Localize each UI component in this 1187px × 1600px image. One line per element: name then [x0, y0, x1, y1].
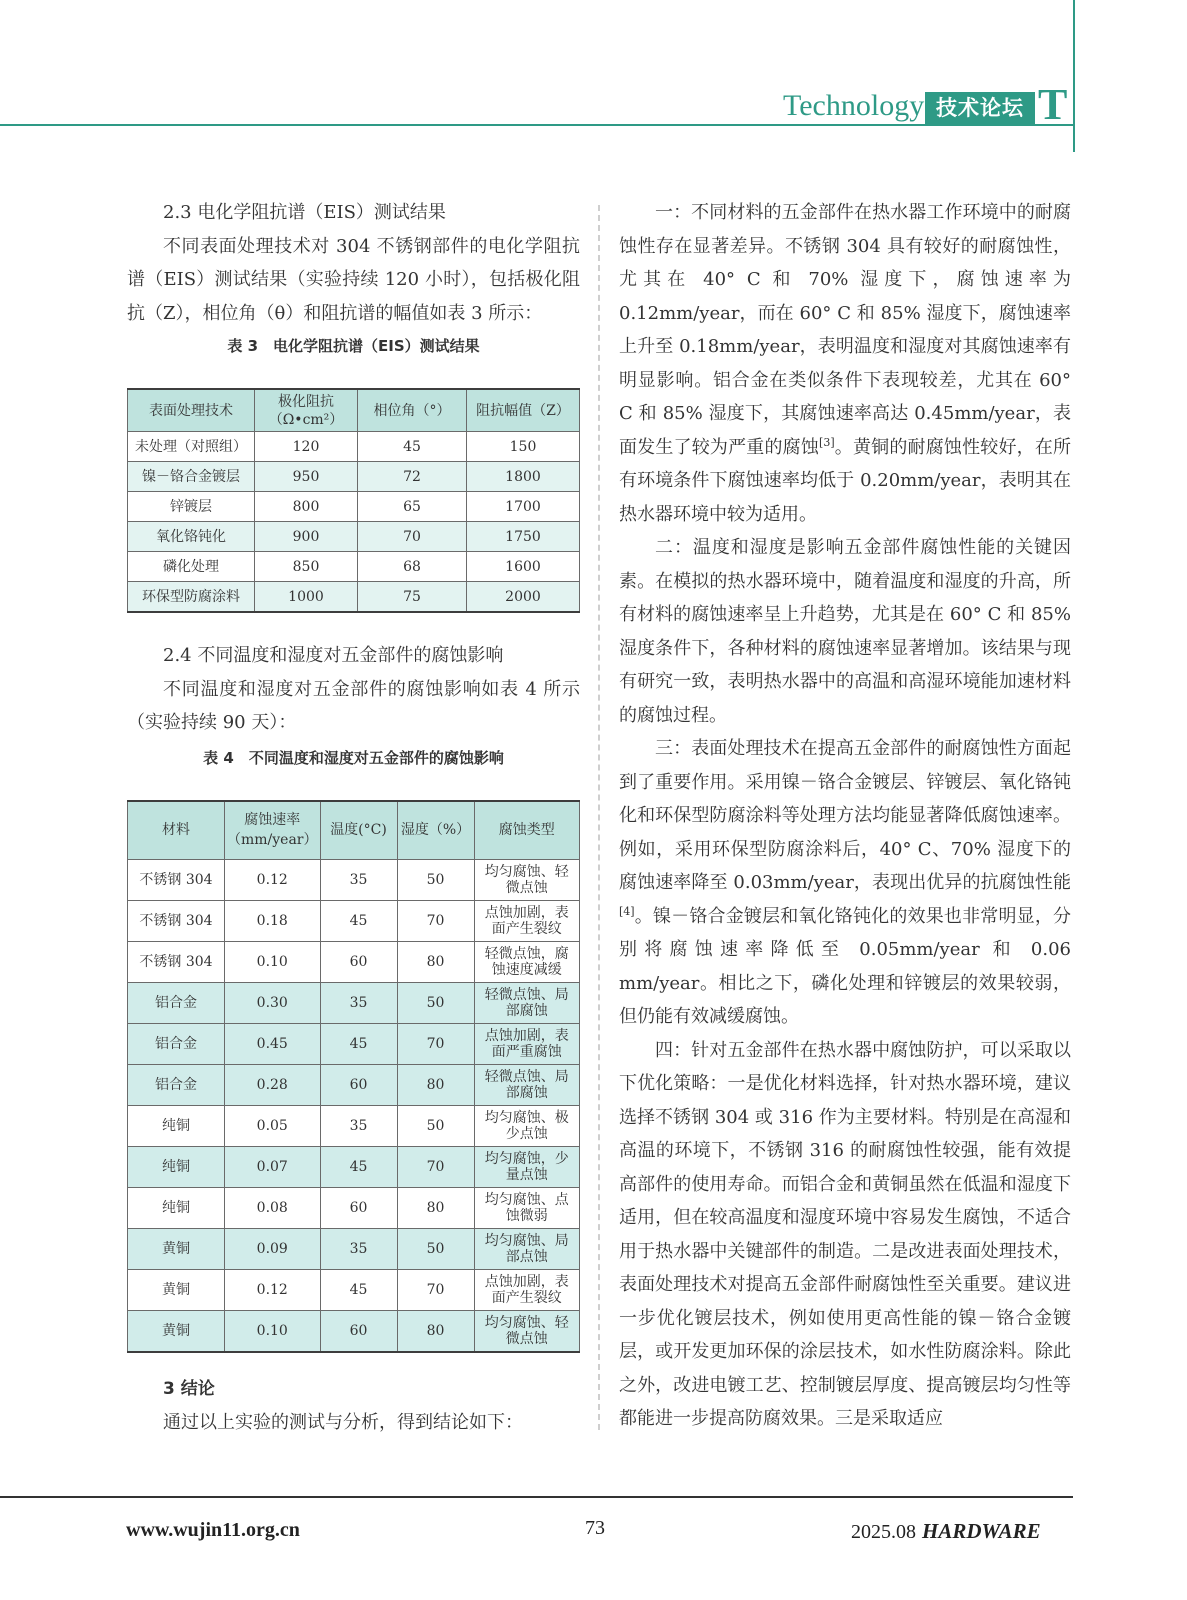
table-cell: 2000	[467, 582, 580, 613]
table-row	[128, 432, 580, 462]
table-header-row	[128, 801, 580, 860]
table-cell: 35	[320, 1228, 397, 1269]
table-cell: 0.05	[225, 1105, 321, 1146]
table-cell: 不锈钢 304	[128, 859, 225, 900]
table-cell: 不锈钢 304	[128, 941, 225, 982]
table-cell: 1800	[467, 462, 580, 492]
table-cell: 45	[320, 900, 397, 941]
table-cell: 65	[358, 492, 467, 522]
table-cell: 35	[320, 1105, 397, 1146]
table-cell: 氧化铬钝化	[128, 522, 255, 552]
table-cell: 45	[320, 1146, 397, 1187]
conclusion-paragraph-2: 二：温度和湿度是影响五金部件腐蚀性能的关键因素。在模拟的热水器环境中，随着温度和湿度的升高，所有材料的腐蚀速率呈上升趋势，尤其是在 60° C 和 85% 湿度条件下，各种材料的腐蚀速率显著增加。该结果与现有研究一致，表明热水器中的高温和高湿环境能加速材料的腐蚀过程。	[619, 537, 1071, 726]
table-header-cell: 材料	[128, 801, 225, 860]
table-cell: 铝合金	[128, 982, 225, 1023]
table-cell: 纯铜	[128, 1146, 225, 1187]
table-cell: 50	[397, 982, 474, 1023]
table-row	[128, 552, 580, 582]
table-cell: 80	[397, 1064, 474, 1105]
table-row	[128, 1269, 580, 1310]
table-row	[128, 900, 580, 941]
table-cell: 70	[397, 900, 474, 941]
table-cell: 70	[397, 1269, 474, 1310]
table-cell: 900	[255, 522, 358, 552]
table-cell: 75	[358, 582, 467, 613]
conclusion-3-text-a: 三：表面处理技术在提高五金部件的耐腐蚀性方面起到了重要作用。采用镍－铬合金镀层、锌镀层、氧化铬钝化和环保型防腐涂料等处理方法均能显著降低腐蚀速率。例如，采用环保型防腐涂料后，40° C、70% 湿度下的腐蚀速率降至 0.03mm/year，表现出优异的抗腐蚀性能	[619, 738, 1071, 893]
table-cell: 轻微点蚀、局部腐蚀	[474, 982, 579, 1023]
table-cell: 均匀腐蚀、轻微点蚀	[474, 1310, 579, 1352]
table-cell: 0.30	[225, 982, 321, 1023]
table-row	[128, 982, 580, 1023]
table-cell: 轻微点蚀，腐蚀速度减缓	[474, 941, 579, 982]
table-cell: 45	[320, 1023, 397, 1064]
header-technology-label: Technology	[783, 89, 925, 122]
column-badge: 技术论坛	[925, 92, 1035, 124]
table-cell: 72	[358, 462, 467, 492]
table-cell: 纯铜	[128, 1187, 225, 1228]
conclusion-paragraph-1	[619, 196, 1071, 531]
section-3-paragraph: 通过以上实验的测试与分析，得到结论如下：	[163, 1412, 523, 1433]
table-cell: 0.12	[225, 1269, 321, 1310]
table-cell: 不锈钢 304	[128, 900, 225, 941]
table-row	[128, 582, 580, 613]
table-row	[128, 1187, 580, 1228]
table-cell: 850	[255, 552, 358, 582]
table-cell: 均匀腐蚀、轻微点蚀	[474, 859, 579, 900]
table-cell: 35	[320, 982, 397, 1023]
table-cell: 120	[255, 432, 358, 462]
right-column	[619, 196, 1071, 1436]
table-row	[128, 1146, 580, 1187]
table-cell: 1750	[467, 522, 580, 552]
table-header-cell: 腐蚀速率（mm/year）	[225, 801, 321, 860]
table-cell: 点蚀加剧，表面产生裂纹	[474, 1269, 579, 1310]
conclusion-3-text-b: 。镍－铬合金镀层和氧化铬钝化的效果也非常明显，分别将腐蚀速率降低至 0.05mm/year 和 0.06 mm/year。相比之下，磷化处理和锌镀层的效果较弱，但仍能有效减缓腐蚀。	[619, 905, 1071, 1027]
table-cell: 均匀腐蚀、局部点蚀	[474, 1228, 579, 1269]
table-header-cell: 腐蚀类型	[474, 801, 579, 860]
table-cell: 0.09	[225, 1228, 321, 1269]
table-cell: 0.10	[225, 1310, 321, 1352]
table-header-row	[128, 389, 580, 432]
table-header-cell: 极化阻抗（Ω•cm²）	[255, 389, 358, 432]
table-cell: 黄铜	[128, 1310, 225, 1352]
section-2-3-paragraph: 不同表面处理技术对 304 不锈钢部件的电化学阻抗谱（EIS）测试结果（实验持续 120 小时），包括极化阻抗（Z），相位角（θ）和阻抗谱的幅值如表 3 所示：	[127, 235, 580, 324]
table-row	[128, 859, 580, 900]
table-cell: 点蚀加剧，表面严重腐蚀	[474, 1023, 579, 1064]
magazine-name: HARDWARE	[922, 1519, 1041, 1543]
table-cell: 45	[320, 1269, 397, 1310]
table-cell: 950	[255, 462, 358, 492]
table-row	[128, 1064, 580, 1105]
table-cell: 80	[397, 941, 474, 982]
table-cell: 800	[255, 492, 358, 522]
table-row	[128, 1310, 580, 1352]
table-cell: 镍－铬合金镀层	[128, 462, 255, 492]
table-3	[127, 388, 580, 613]
footer-url: www.wujin11.org.cn	[126, 1519, 300, 1541]
table-cell: 70	[397, 1023, 474, 1064]
table-cell: 均匀腐蚀，少量点蚀	[474, 1146, 579, 1187]
table-cell: 50	[397, 1228, 474, 1269]
table-cell: 50	[397, 859, 474, 900]
table-row	[128, 941, 580, 982]
table-cell: 60	[320, 941, 397, 982]
issue-date: 2025.08	[851, 1521, 916, 1543]
table-cell: 锌镀层	[128, 492, 255, 522]
table-cell: 0.07	[225, 1146, 321, 1187]
table-cell: 0.18	[225, 900, 321, 941]
header-vertical-rule	[1073, 0, 1075, 152]
table-header-cell: 相位角（°）	[358, 389, 467, 432]
section-3-title: 3 结论	[163, 1378, 215, 1399]
table-cell: 35	[320, 859, 397, 900]
table-cell: 68	[358, 552, 467, 582]
table-cell: 1600	[467, 552, 580, 582]
table-cell: 未处理（对照组）	[128, 432, 255, 462]
table-cell: 45	[358, 432, 467, 462]
table-cell: 环保型防腐涂料	[128, 582, 255, 613]
table-row	[128, 492, 580, 522]
citation-3: [3]	[819, 435, 835, 449]
header-rule	[0, 124, 1075, 126]
table-cell: 轻微点蚀、局部腐蚀	[474, 1064, 579, 1105]
table-cell: 黄铜	[128, 1228, 225, 1269]
section-2-3-title: 2.3 电化学阻抗谱（EIS）测试结果	[163, 202, 446, 223]
footer-rule	[0, 1496, 1073, 1498]
table-header-cell: 湿度（%）	[397, 801, 474, 860]
table-cell: 0.45	[225, 1023, 321, 1064]
table-cell: 纯铜	[128, 1105, 225, 1146]
table-cell: 60	[320, 1187, 397, 1228]
table-cell: 150	[467, 432, 580, 462]
table-cell: 0.28	[225, 1064, 321, 1105]
section-2-4-paragraph: 不同温度和湿度对五金部件的腐蚀影响如表 4 所示（实验持续 90 天）：	[127, 678, 580, 733]
table-row	[128, 1228, 580, 1269]
table-cell: 铝合金	[128, 1064, 225, 1105]
conclusion-paragraph-4: 四：针对五金部件在热水器中腐蚀防护，可以采取以下优化策略：一是优化材料选择，针对热水器环境，建议选择不锈钢 304 或 316 作为主要材料。特别是在高湿和高温的环境下，不锈钢 316 的耐腐蚀性较强，能有效提高部件的使用寿命。而铝合金和黄铜虽然在低温和湿度下适用，但在较高温度和湿度环境中容易发生腐蚀，不适合用于热水器中关键部件的制造。二是改进表面处理技术，表面处理技术对提高五金部件耐腐蚀性至关重要。建议进一步优化镀层技术，例如使用更高性能的镍－铬合金镀层，或开发更加环保的涂层技术，如水性防腐涂料。除此之外，改进电镀工艺、控制镀层厚度、提高镀层均匀性等都能进一步提高防腐效果。三是采取适应	[619, 1039, 1071, 1429]
table-cell: 50	[397, 1105, 474, 1146]
table-4-caption: 表 4 不同温度和湿度对五金部件的腐蚀影响	[203, 748, 504, 767]
table-header-cell: 温度(°C)	[320, 801, 397, 860]
table-row	[128, 1023, 580, 1064]
table-cell: 70	[397, 1146, 474, 1187]
table-cell: 黄铜	[128, 1269, 225, 1310]
table-row	[128, 1105, 580, 1146]
conclusion-1-text-a: 一：不同材料的五金部件在热水器工作环境中的耐腐蚀性存在显著差异。不锈钢 304 具有较好的耐腐蚀性，尤其在 40° C 和 70% 湿度下，腐蚀速率为 0.12mm/year，而在 60° C 和 85% 湿度下，腐蚀速率上升至 0.18mm/year，表明温度和湿度对其腐蚀速率有明显影响。铝合金在类似条件下表现较差，尤其在 60° C 和 85% 湿度下，其腐蚀速率高达 0.45mm/year，表面发生了较为严重的腐蚀	[619, 202, 1071, 458]
table-cell: 1700	[467, 492, 580, 522]
table-cell: 均匀腐蚀、点蚀微弱	[474, 1187, 579, 1228]
footer-issue	[851, 1519, 1041, 1544]
table-cell: 0.08	[225, 1187, 321, 1228]
header-badge-letter: T	[1038, 80, 1068, 129]
conclusion-1-text-b: 。黄铜的耐腐蚀性较好，在所有环境条件下腐蚀速率均低于 0.20mm/year，表明其在热水器环境中较为适用。	[619, 436, 1072, 525]
table-row	[128, 462, 580, 492]
citation-4: [4]	[619, 904, 635, 918]
table-cell: 60	[320, 1064, 397, 1105]
table-cell: 1000	[255, 582, 358, 613]
table-cell: 铝合金	[128, 1023, 225, 1064]
table-cell: 80	[397, 1187, 474, 1228]
table-header-cell: 表面处理技术	[128, 389, 255, 432]
section-2-4-title: 2.4 不同温度和湿度对五金部件的腐蚀影响	[163, 645, 504, 666]
table-cell: 磷化处理	[128, 552, 255, 582]
table-cell: 均匀腐蚀、极少点蚀	[474, 1105, 579, 1146]
table-cell: 70	[358, 522, 467, 552]
table-cell: 80	[397, 1310, 474, 1352]
table-cell: 点蚀加剧，表面产生裂纹	[474, 900, 579, 941]
table-cell: 60	[320, 1310, 397, 1352]
column-divider	[598, 205, 600, 1430]
table-3-caption: 表 3 电化学阻抗谱（EIS）测试结果	[227, 337, 480, 355]
table-row	[128, 522, 580, 552]
conclusion-paragraph-3	[619, 732, 1071, 1034]
table-header-cell: 阻抗幅值（Z）	[467, 389, 580, 432]
left-column	[127, 196, 580, 1440]
page-number: 73	[585, 1517, 605, 1539]
table-cell: 0.12	[225, 859, 321, 900]
table-cell: 0.10	[225, 941, 321, 982]
table-4	[127, 800, 580, 1353]
